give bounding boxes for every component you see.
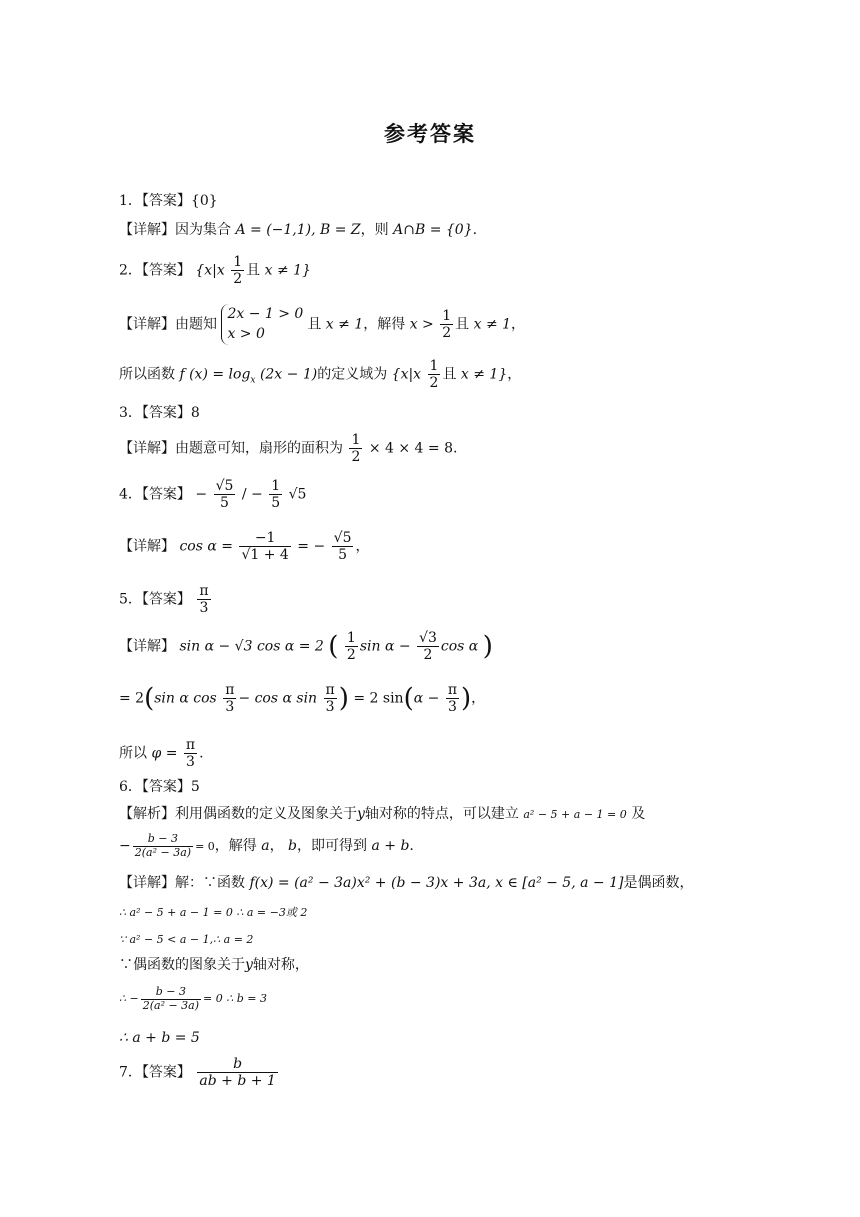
item-6-analysis: 【解析】利用偶函数的定义及图象关于y轴对称的特点，可以建立 a² − 5 + a − 1 = 0 及 bbox=[119, 806, 646, 822]
item-6-step-3: ∵偶函数的图象关于y轴对称， bbox=[119, 957, 309, 973]
item-1-answer: 1．【答案】{0} bbox=[119, 193, 218, 209]
fraction: $\frac{\pi}{3}$ bbox=[185, 737, 196, 771]
item-5-answer: 5．【答案】 $\frac{\pi}{3}$ bbox=[119, 583, 209, 617]
fraction: $\frac{√3}{2}$ bbox=[419, 630, 437, 664]
item-2-domain: 所以函数 f $(x) = \log_x (2x - 1)$的定义域为 {x|x $\frac{1}{2}$ 且 x ≠ 1}， bbox=[119, 358, 522, 392]
item-2-detail: 【详解】由题知 2x − 1 > 0 x > 0且 x ≠ 1，解得 x > $\frac{1}{2}$ 且 x ≠ 1， bbox=[119, 304, 525, 345]
fraction: $\frac{b}{ab + b + 1}$ bbox=[199, 1056, 276, 1090]
item-6-step-1: ∴ a² − 5 + a − 1 = 0 ∴ a = −3或 2 bbox=[119, 906, 308, 919]
fraction: $\frac{\pi}{3}$ bbox=[447, 682, 458, 716]
fraction: $\frac{√5}{5}$ bbox=[333, 530, 352, 564]
fraction: $\frac{1}{5}$ bbox=[271, 478, 281, 512]
fraction: $\frac{\pi}{3}$ bbox=[199, 583, 209, 617]
fraction: $\frac{1}{2}$ bbox=[442, 307, 452, 341]
fraction: $\frac{\pi}{3}$ bbox=[325, 682, 335, 716]
item-5-detail-line1: 【详解】 sin α − √3 cos α = 2 ( $\frac{1}{2}$ sin α − $\frac{√3}{2}$ cos α ) bbox=[119, 630, 493, 664]
equation-system: 2x − 1 > 0 x > 0 bbox=[221, 304, 303, 345]
item-2-answer: 2．【答案】 {x|x $\frac{1}{2}$ 且 x ≠ 1} bbox=[119, 254, 311, 288]
item-6-step-2: ∵ a² − 5 < a − 1,∴ a = 2 bbox=[119, 933, 254, 946]
fraction: $\frac{1}{2}$ bbox=[233, 254, 243, 288]
fraction: $\frac{1}{2}$ bbox=[429, 358, 439, 392]
item-7-answer: 7．【答案】 $\frac{b}{ab + b + 1}$ bbox=[119, 1056, 276, 1090]
item-6-step-5: ∴ a + b = 5 bbox=[119, 1030, 200, 1046]
fraction: $\frac{1}{2}$ bbox=[351, 432, 361, 466]
fraction: $\frac{b - 3}{\text{2(a² − 3a)}}$ bbox=[134, 832, 192, 859]
item-5-detail-line2: = 2(sin α cos $\frac{\pi}{3}$ − cos α sin $\frac{\pi}{3}$ ) = 2 sin(α − $\frac{\pi}{3}$ )， bbox=[119, 682, 486, 716]
fraction: $\frac{√5}{5}$ bbox=[215, 478, 234, 512]
fraction: $\frac{\pi}{3}$ bbox=[225, 682, 235, 716]
fraction: $\frac{b - 3}{\text{2(a² − 3a)}}$ bbox=[142, 985, 200, 1012]
item-1-detail: 【详解】因为集合 A = (−1,1), B = Z，则 A∩B = {0}. bbox=[119, 222, 478, 238]
item-3-answer: 3．【答案】8 bbox=[119, 405, 200, 421]
fraction: $\frac{1}{2}$ bbox=[346, 630, 356, 664]
item-3-detail: 【详解】由题意可知，扇形的面积为 $\frac{1}{2}$ × 4 × 4 = 8. bbox=[119, 432, 458, 466]
item-4-detail: 【详解】 cos α = $\frac{-1}{√1 + 4}$ = − $\frac{√5}{5}$ ， bbox=[119, 530, 370, 564]
item-6-step-4: ∴ − $\frac{b - 3}{\text{2(a² − 3a)}}$ = 0 ∴ b = 3 bbox=[119, 985, 268, 1012]
item-6-detail: 【详解】解：∵函数 f(x) = (a² − 3a)x² + (b − 3)x + 3a, x ∈ [a² − 5, a − 1]是偶函数， bbox=[119, 875, 694, 891]
page-title: 参考答案 bbox=[384, 121, 476, 146]
item-6-analysis-line2: − $\frac{b - 3}{\text{2(a² − 3a)}}$ = 0，解得 a， b，即可得到 a + b. bbox=[119, 832, 414, 859]
fraction: $\frac{-1}{√1 + 4}$ bbox=[241, 530, 289, 564]
item-5-conclusion: 所以 φ = $\frac{\pi}{3}$ . bbox=[119, 737, 204, 771]
item-6-answer: 6．【答案】5 bbox=[119, 779, 200, 795]
item-4-answer: 4．【答案】 − $\frac{√5}{5}$ / − $\frac{1}{5}$ √5 bbox=[119, 478, 307, 512]
